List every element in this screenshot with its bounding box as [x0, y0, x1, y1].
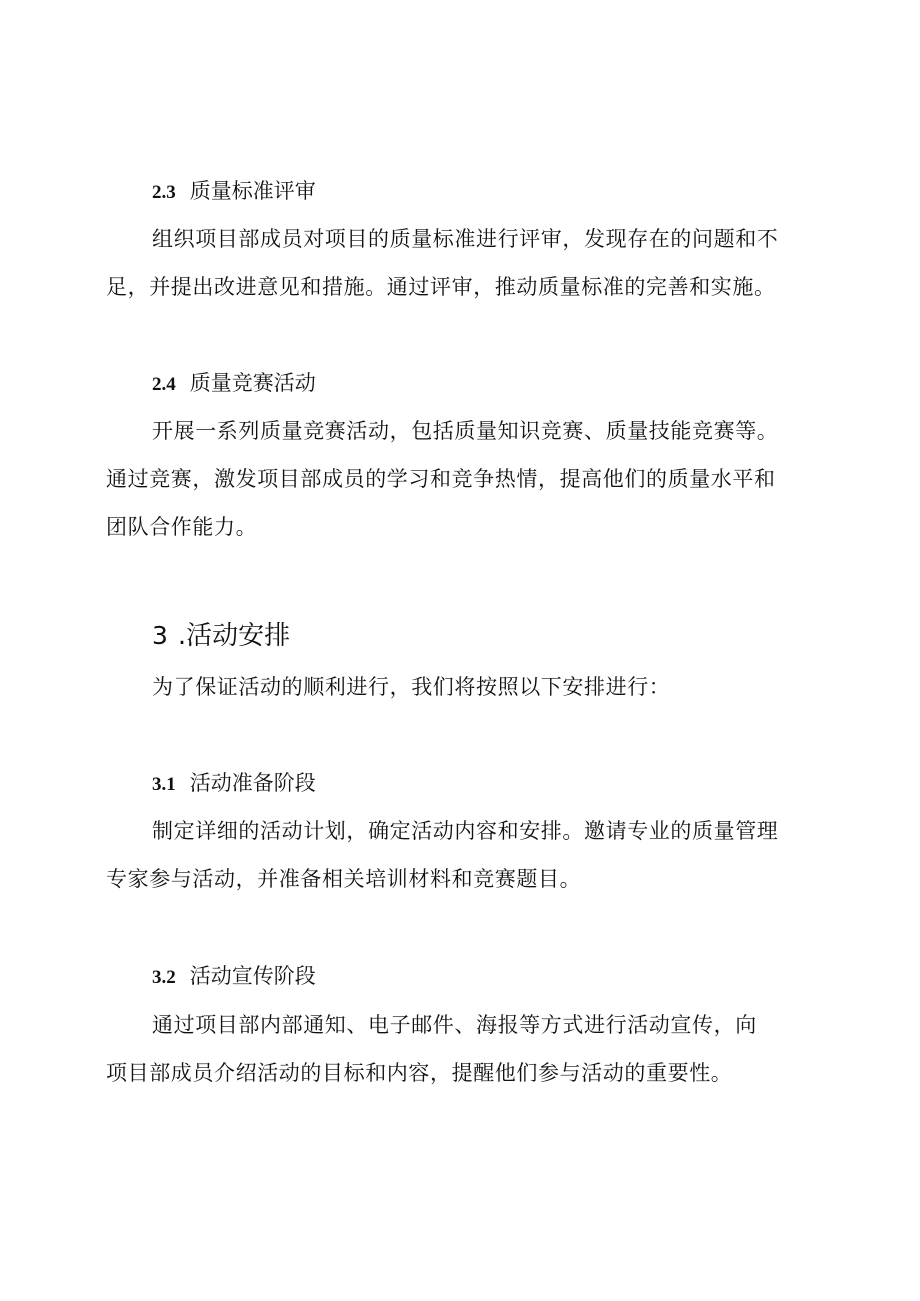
- section-title: .活动安排: [177, 621, 291, 651]
- section-heading-3-1: [152, 768, 316, 800]
- paragraph-line: 通过竞赛，激发项目部成员的学习和竞争热情，提高他们的质量水平和: [106, 467, 776, 491]
- paragraph-line: 专家参与活动，并准备相关培训材料和竞赛题目。: [106, 867, 582, 891]
- paragraph-line: 为了保证活动的顺利进行，我们将按照以下安排进行：: [152, 675, 671, 699]
- paragraph-line: 足，并提出改进意见和措施。通过评审，推动质量标准的完善和实施。: [106, 275, 776, 299]
- paragraph-line: 团队合作能力。: [106, 515, 258, 539]
- section-number: 3: [152, 621, 168, 650]
- paragraph-line: 通过项目部内部通知、电子邮件、海报等方式进行活动宣传，向: [152, 1013, 757, 1037]
- section-title: 活动宣传阶段: [189, 964, 316, 988]
- section-heading-3-2: [152, 961, 316, 993]
- section-title: 质量竞赛活动: [189, 371, 316, 395]
- section-number: 3.1: [152, 774, 176, 795]
- paragraph-line: 组织项目部成员对项目的质量标准进行评审，发现存在的问题和不: [152, 227, 779, 251]
- section-number: 3.2: [152, 967, 176, 988]
- section-number: 2.3: [152, 182, 176, 203]
- paragraph-line: 开展一系列质量竞赛活动，包括质量知识竞赛、质量技能竞赛等。: [152, 419, 779, 443]
- section-title: 质量标准评审: [189, 179, 316, 203]
- section-title: 活动准备阶段: [189, 771, 316, 795]
- section-number: 2.4: [152, 374, 176, 395]
- paragraph-line: 制定详细的活动计划，确定活动内容和安排。邀请专业的质量管理: [152, 819, 779, 843]
- paragraph-line: 项目部成员介绍活动的目标和内容，提醒他们参与活动的重要性。: [106, 1061, 733, 1085]
- section-heading-2-4: [152, 368, 316, 400]
- section-heading-3: [152, 619, 290, 653]
- section-heading-2-3: [152, 176, 316, 208]
